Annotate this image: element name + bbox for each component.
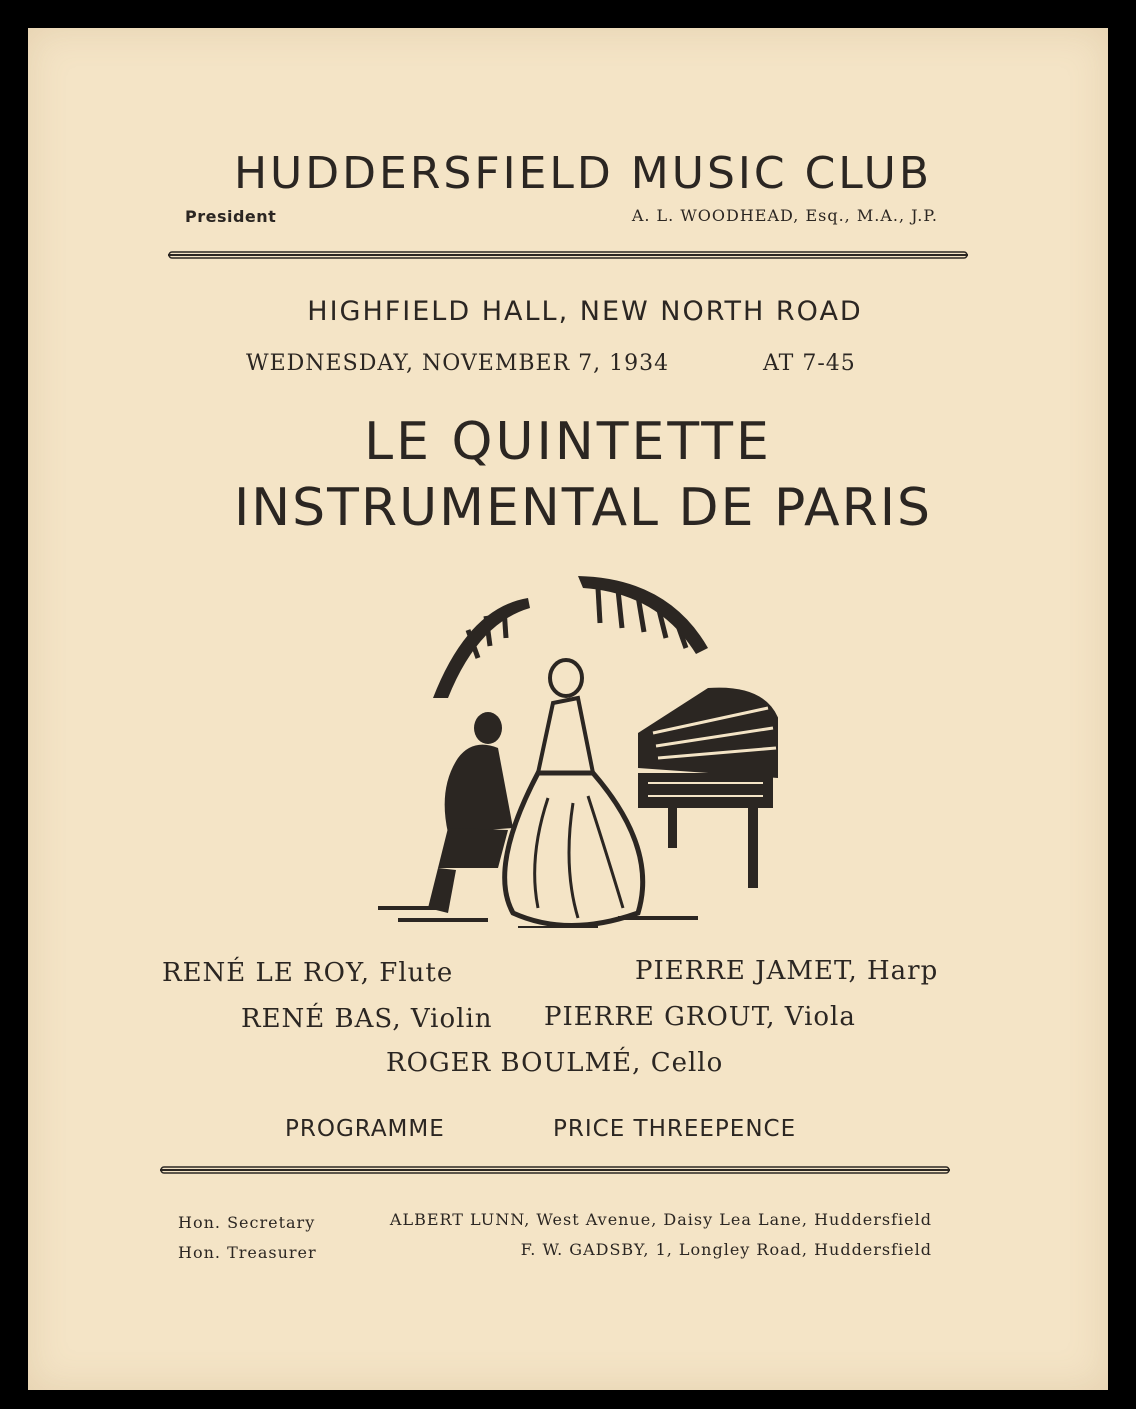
programme-label: PROGRAMME (285, 1116, 445, 1142)
programme-sheet (28, 28, 1108, 1390)
secretary-value: ALBERT LUNN, West Avenue, Daisy Lea Lane, Huddersfield (389, 1210, 932, 1229)
president-name: A. L. WOODHEAD, Esq., M.A., J.P. (631, 206, 938, 225)
club-name: HUDDERSFIELD MUSIC CLUB (233, 148, 933, 199)
price-label: PRICE THREEPENCE (553, 1116, 797, 1142)
treasurer-label: Hon. Treasurer (178, 1243, 317, 1262)
top-ornamental-rule (168, 251, 968, 259)
title-line-1: LE QUINTETTE (364, 412, 772, 472)
secretary-label: Hon. Secretary (178, 1213, 316, 1232)
performer-violin: RENÉ BAS, Violin (241, 1004, 493, 1034)
event-time: AT 7-45 (763, 351, 856, 376)
pianist-and-singer-woodcut-icon (338, 568, 778, 928)
bottom-ornamental-rule (160, 1166, 950, 1174)
performer-flute: RENÉ LE ROY, Flute (162, 958, 454, 988)
treasurer-value: F. W. GADSBY, 1, Longley Road, Huddersfield (520, 1240, 932, 1259)
performer-harp: PIERRE JAMET, Harp (635, 956, 939, 986)
performer-viola: PIERRE GROUT, Viola (544, 1002, 856, 1032)
event-date: WEDNESDAY, NOVEMBER 7, 1934 (246, 351, 670, 376)
president-label: President (185, 207, 277, 226)
venue: HIGHFIELD HALL, NEW NORTH ROAD (307, 296, 863, 327)
title-line-2: INSTRUMENTAL DE PARIS (233, 478, 933, 538)
performer-cello: ROGER BOULMÉ, Cello (386, 1048, 724, 1078)
